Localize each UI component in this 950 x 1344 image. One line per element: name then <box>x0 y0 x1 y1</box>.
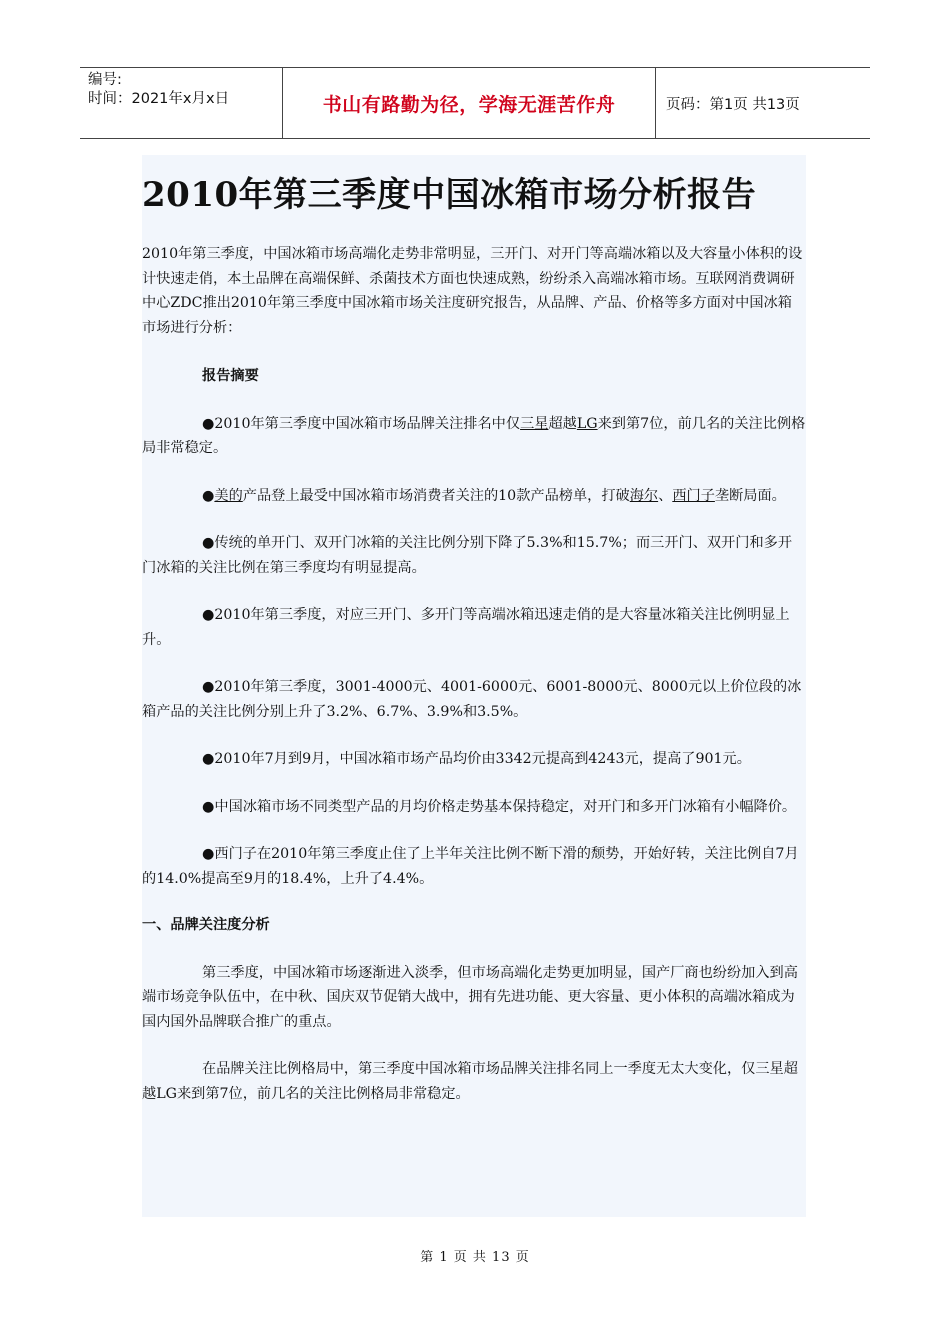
summary-bullet-6: ●2010年7月到9月，中国冰箱市场产品均价由3342元提高到4243元，提高了901元。 <box>202 751 751 767</box>
summary-bullet-3: ●传统的单开门、双开门冰箱的关注比例分别下降了5.3%和15.7%；而三开门、双开门和多开门冰箱的关注比例在第三季度均有明显提高。 <box>142 535 793 576</box>
bullet-text: 来到第7位，前几名的关注比例格局非常稳定。 <box>142 415 806 456</box>
summary-bullet-4: ●2010年第三季度，对应三开门、多开门等高端冰箱迅速走俏的是大容量冰箱关注比例明显上升。 <box>142 607 790 648</box>
intro-paragraph: 2010年第三季度，中国冰箱市场高端化走势非常明显，三开门、对开门等高端冰箱以及大容量小体积的设计快速走俏，本土品牌在高端保鲜、杀菌技术方面也快速成熟，纷纷杀入高端冰箱市场。互联网消费调研中心ZDC推出2010年第三季度中国冰箱市场关注度研究报告，从品牌、产品、价格等多方面对中国冰箱市场进行分析： <box>142 246 803 336</box>
link-midea[interactable]: 美的 <box>214 487 243 504</box>
bullet-text: ●2010年第三季度中国冰箱市场品牌关注排名中仅 <box>202 415 521 432</box>
link-haier[interactable]: 海尔 <box>629 487 659 504</box>
summary-bullet-7: ●中国冰箱市场不同类型产品的月均价格走势基本保持稳定，对开门和多开门冰箱有小幅降价。 <box>202 798 797 815</box>
bullet-text: 超越 <box>548 415 577 432</box>
header-meta <box>80 68 282 138</box>
header-page-info: 页码：第1页 共13页 <box>666 96 800 113</box>
bullet-text: 、 <box>658 487 673 504</box>
document-title: 2010年第三季度中国冰箱市场分析报告 <box>142 175 757 215</box>
bullet-text: ● <box>202 487 215 504</box>
link-samsung[interactable]: 三星 <box>520 415 549 432</box>
header-motto: 书山有路勤为径，学海无涯苦作舟 <box>282 68 656 138</box>
summary-heading: 报告摘要 <box>202 368 259 384</box>
summary-bullet-5: ●2010年第三季度，3001-4000元、4001-6000元、6001-8000元、8000元以上价位段的冰箱产品的关注比例分别上升了3.2%、6.7%、3.9%和3.5%。 <box>142 679 802 720</box>
summary-bullet-2 <box>142 484 806 509</box>
serial-label: 编号: <box>88 72 122 88</box>
bullet-text: 垄断局面。 <box>714 487 786 504</box>
link-lg[interactable]: LG <box>576 415 598 432</box>
link-siemens[interactable]: 西门子 <box>672 487 715 504</box>
section-1-heading: 一、品牌关注度分析 <box>142 917 270 933</box>
section-1-paragraph-2: 在品牌关注比例格局中，第三季度中国冰箱市场品牌关注排名同上一季度无太大变化，仅三星超越LG来到第7位，前几名的关注比例格局非常稳定。 <box>142 1061 798 1102</box>
summary-bullet-8: ●西门子在2010年第三季度止住了上半年关注比例不断下滑的颓势，开始好转，关注比例自7月的14.0%提高至9月的18.4%，上升了4.4%。 <box>142 846 799 887</box>
section-1-paragraph-1: 第三季度，中国冰箱市场逐渐进入淡季，但市场高端化走势更加明显，国产厂商也纷纷加入到高端市场竞争队伍中，在中秋、国庆双节促销大战中，拥有先进功能、更大容量、更小体积的高端冰箱成为国内国外品牌联合推广的重点。 <box>142 964 798 1030</box>
document-body <box>142 155 806 1217</box>
page-footer: 第 1 页 共 13 页 <box>420 1250 530 1265</box>
summary-bullet-1 <box>142 412 806 461</box>
time-label: 时间：2021年x月x日 <box>88 91 230 107</box>
page-header <box>80 67 870 139</box>
bullet-text: 产品登上最受中国冰箱市场消费者关注的10款产品榜单，打破 <box>242 487 630 504</box>
